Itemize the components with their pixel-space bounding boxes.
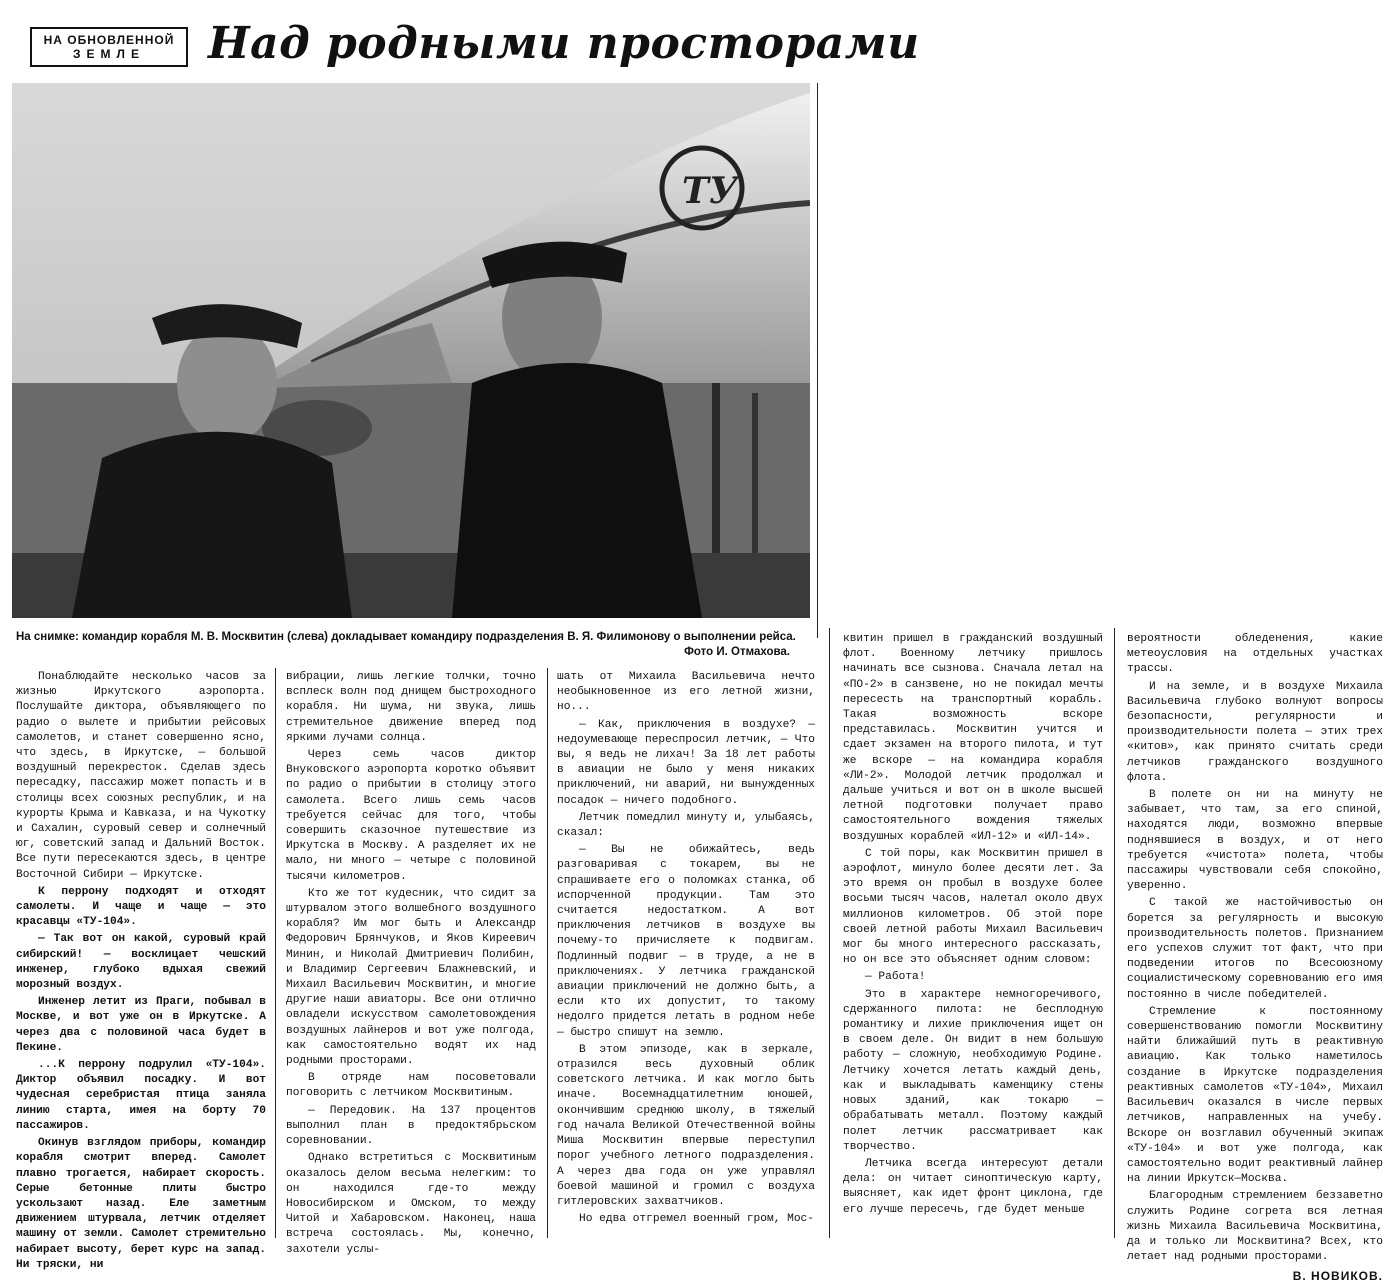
column-3 <box>557 670 815 1229</box>
column-5-paragraph: С такой же настойчивостью он борется за регулярность и высокую производительность полетов. Признанием его успехов служит тот факт, что при подведении итогов по Всесоюзному социалистическому соревнованию его имя постоянно в числе победителей. <box>1127 897 1383 1001</box>
column-4-paragraph: С той поры, как Москвитин пришел в аэрофлот, минуло более десяти лет. За это время он пробыл в воздухе более восьми тысяч часов, налетал около двух миллионов километров. Об этой поре своей летной работы Михаил Васильевич мог бы много интересного рассказать, но он все это объясняет одним словом: <box>843 847 1103 967</box>
article-photo <box>12 83 810 618</box>
column-rule <box>829 628 830 1238</box>
column-rule <box>1114 628 1115 1238</box>
column-4-paragraph: — Работа! <box>865 971 926 984</box>
logo-text: ТУ <box>682 170 739 212</box>
column-3-paragraph: шать от Михаила Васильевича нечто необыкновенное из его летной жизни, но... <box>557 671 815 714</box>
column-5-paragraph: вероятности обледенения, какие метеоусловия на отдельных участках трассы. <box>1127 633 1383 676</box>
rubric-line-1: НА ОБНОВЛЕННОЙ <box>43 33 175 47</box>
column-4-paragraph: Летчика всегда интересуют детали дела: он читает синоптическую карту, выясняет, как идет фронт циклона, где его лучше пересечь, где будет меньше <box>843 1157 1103 1216</box>
column-4 <box>843 632 1103 1220</box>
column-1-paragraph: Инженер летит из Праги, побывал в Москве, и вот уже он в Иркутске. А через два с половиной часа будет в Пекине. <box>16 996 266 1054</box>
column-3-paragraph: Но едва отгремел военный гром, Мос- <box>579 1213 814 1226</box>
column-5-paragraph: И на земле, и в воздухе Михаила Васильевича глубоко волнуют вопросы безопасности, регулярности и производительности полета — этих трех «китов», как принято считать среди летчиков гражданского воздушного флота. <box>1127 680 1383 784</box>
column-3-paragraph: В этом эпизоде, как в зеркале, отразился весь духовный облик советского летчика. И как могло быть иначе. Восемнадцатилетним юношей, окончившим среднюю школу, в тяжелый год начала Великой Отечественной войны Миша Москвитин впервые переступил порог учебного летного подразделения. А через два года он уже управлял боевой машиной и громил с воздуха гитлеровских захватчиков. <box>557 1043 815 1208</box>
column-5-paragraph: В полете он ни на минуту не забывает, что там, за его спиной, находятся люди, возможно впервые поднявшиеся в воздух, и от него требуется «чистота» полета, чтобы пассажиры чувствовали себя спокойно, уверенно. <box>1127 789 1383 893</box>
article-headline: Над родными просторами <box>208 18 920 69</box>
photo-caption <box>16 630 816 660</box>
column-4-paragraph: Это в характере немногоречивого, сдержанного пилота: не бесплодную романтику и лихие приключения ищет он в своем деле. Он видит в нем большую работу — сложную, необходимую Родине. Летчику хочется летать каждый день, как и выкладывать каменщику стены новых зданий, как токарю — обрабатывать металл. Поэтому каждый полет летчик рассматривает как творчество. <box>843 988 1103 1153</box>
column-2-paragraph: Через семь часов диктор Внуковского аэропорта коротко объявит по радио о прибытии в столицу этого самолета. Всего лишь семь часов требуется сейчас для того, чтобы совершить сказочное путешествие из Иркутска в Москву. А разделяет их не мало, ни много — четыре с половиной тысячи километров. <box>286 749 536 883</box>
column-1-paragraph: К перрону подходят и отходят самолеты. И чаще и чаще — это красавцы «ТУ-104». <box>16 885 266 929</box>
column-2-paragraph: В отряде нам посоветовали поговорить с летчиком Москвитиным. <box>286 1072 536 1100</box>
caption-text: На снимке: командир корабля М. В. Москвитин (слева) докладывает командиру подразделения В. Я. Филимонову о выполнении рейса. <box>16 631 796 643</box>
column-4-paragraph: квитин пришел в гражданский воздушный флот. Военному летчику пришлось начинать все сызнова. Сначала летал на «ПО-2» в санзвене, но не покидал мечты пересесть на транспортный корабль. Такая возможность вскоре представилась. Москвитин учится и сдает экзамен на второго пилота, и тут же вскоре — на командира корабля «ЛИ-2». Молодой летчик продолжал и дальше учиться и вот он в школе высшей летной подготовки получает право самостоятельного вождения тяжелых воздушных кораблей «ИЛ-12» и «ИЛ-14». <box>843 633 1103 843</box>
column-5 <box>1127 632 1383 1287</box>
rubric-line-2: ЗЕМЛЕ <box>73 47 145 61</box>
column-2-paragraph: Кто же тот кудесник, что сидит за штурвалом этого волшебного воздушного корабля? Им мог быть и Александр Федорович Брянчуков, и Яков Киреевич Минин, и Николай Дмитриевич Полибин, и Владимир Сергеевич Блажневский, и Михаил Васильевич Москвитин, и многие другие наши авиаторы. Все они отлично овладели искусством самолетовождения воздушных лайнеров и вот уже полгода, как самостоятельно водят их над родными просторами. <box>286 887 536 1068</box>
column-5-paragraph: Стремление к постоянному совершенствованию помогли Москвитину найти ближайший путь в реактивную авиацию. Как только наметилось создание в Иркутске подразделения реактивных самолетов «ТУ-104», Михаил Васильевич оказался в числе первых летчиков, направленных на учебу. Вскоре он возглавил обученный экипаж «ТУ-104» и вот уже полгода, как самостоятельно водит реактивный лайнер на линии Иркутск—Москва. <box>1127 1005 1383 1186</box>
column-1-paragraph: ...К перрону подрулил «ТУ-104». Диктор объявил посадку. И вот чудесная серебристая птица заняла линию старта, имея на борту 70 пассажиров. <box>16 1059 266 1132</box>
photo-credit: Фото И. Отмахова. <box>684 646 790 658</box>
photo-illustration <box>12 83 810 618</box>
column-2-paragraph: Однако встретиться с Москвитиным оказалось делом весьма нелегким: то он находился где-то между Новосибирском и Омском, то между Читой и Хабаровском. Наконец, наша встреча состоялась. Мы, конечно, захотели услы- <box>286 1152 536 1256</box>
column-2 <box>286 670 536 1260</box>
column-rule <box>275 668 276 1238</box>
photo-column-rule <box>817 83 818 638</box>
column-5-paragraph: Благородным стремлением беззаветно служить Родине согрета вся летная жизнь Михаила Васильевича Москвитина, да и только ли Москвитина? Всех, кто летает над родными просторами. <box>1127 1190 1383 1264</box>
column-3-paragraph: — Как, приключения в воздухе? — недоумевающе переспросил летчик, — Что вы, я ведь не лихач! За 18 лет работы в авиации не было у меня никаких приключений, ни аварий, ни вынужденных посадок — ничего подобного. <box>557 718 815 807</box>
column-1 <box>16 670 266 1275</box>
column-rule <box>547 668 548 1238</box>
column-2-paragraph: вибрации, лишь легкие толчки, точно всплеск волн под днищем быстроходного корабля. Ни шума, ни звука, лишь стремительное движение вперед под яркими лучами солнца. <box>286 671 536 744</box>
rubric-label <box>30 27 188 67</box>
column-1-paragraph: Понаблюдайте несколько часов за жизнью Иркутского аэропорта. Послушайте диктора, объявляющего по радио о вылете и прибытии рейсовых самолетов, и станет совершенно ясно, что здесь, в Иркутске, — большой воздушный перекресток. Сделав здесь пересадку, пассажир может попасть и в столицы всех союзных республик, и на курорты Крыма и Кавказа, и на Чукотку и Сахалин, суровый север и солнечный юг, советский запад и Дальний Восток. Все пути пересекаются здесь, в центре Восточной Сибири — Иркутске. <box>16 671 266 881</box>
column-1-paragraph: — Так вот он какой, суровый край сибирский! — восклицает чешский инженер, глубоко вдыхая свежий морозный воздух. <box>16 933 266 992</box>
column-2-paragraph: — Передовик. На 137 процентов выполнил план в предоктябрьском соревновании. <box>286 1104 536 1148</box>
column-3-paragraph: — Вы не обижайтесь, ведь разговаривая с токарем, вы не спрашиваете его о поломках станка, об испорченной продукции. Там это считается недостатком. А вот приключения летчиков в воздухе вы почему-то причисляете к подвигам. Подлинный подвиг — в труде, а не в приключениях. У летчика гражданской авиации приключений не должно быть, а если кто их допустит, то такому недолго придется летать в родном небе — быстро спишут на землю. <box>557 844 815 1039</box>
column-3-paragraph: Летчик помедлил минуту и, улыбаясь, сказал: <box>557 811 815 840</box>
author-signature: В. НОВИКОВ. <box>1292 1269 1383 1284</box>
column-1-paragraph: Окинув взглядом приборы, командир корабля смотрит вперед. Самолет плавно трогается, набирает скорость. Серые бетонные плиты быстро ускользают назад. Еле заметным движением штурвала, летчик отделяет машину от земли. Самолет стремительно набирает высоту, берет курс на запад. Ни тряски, ни <box>16 1137 266 1271</box>
